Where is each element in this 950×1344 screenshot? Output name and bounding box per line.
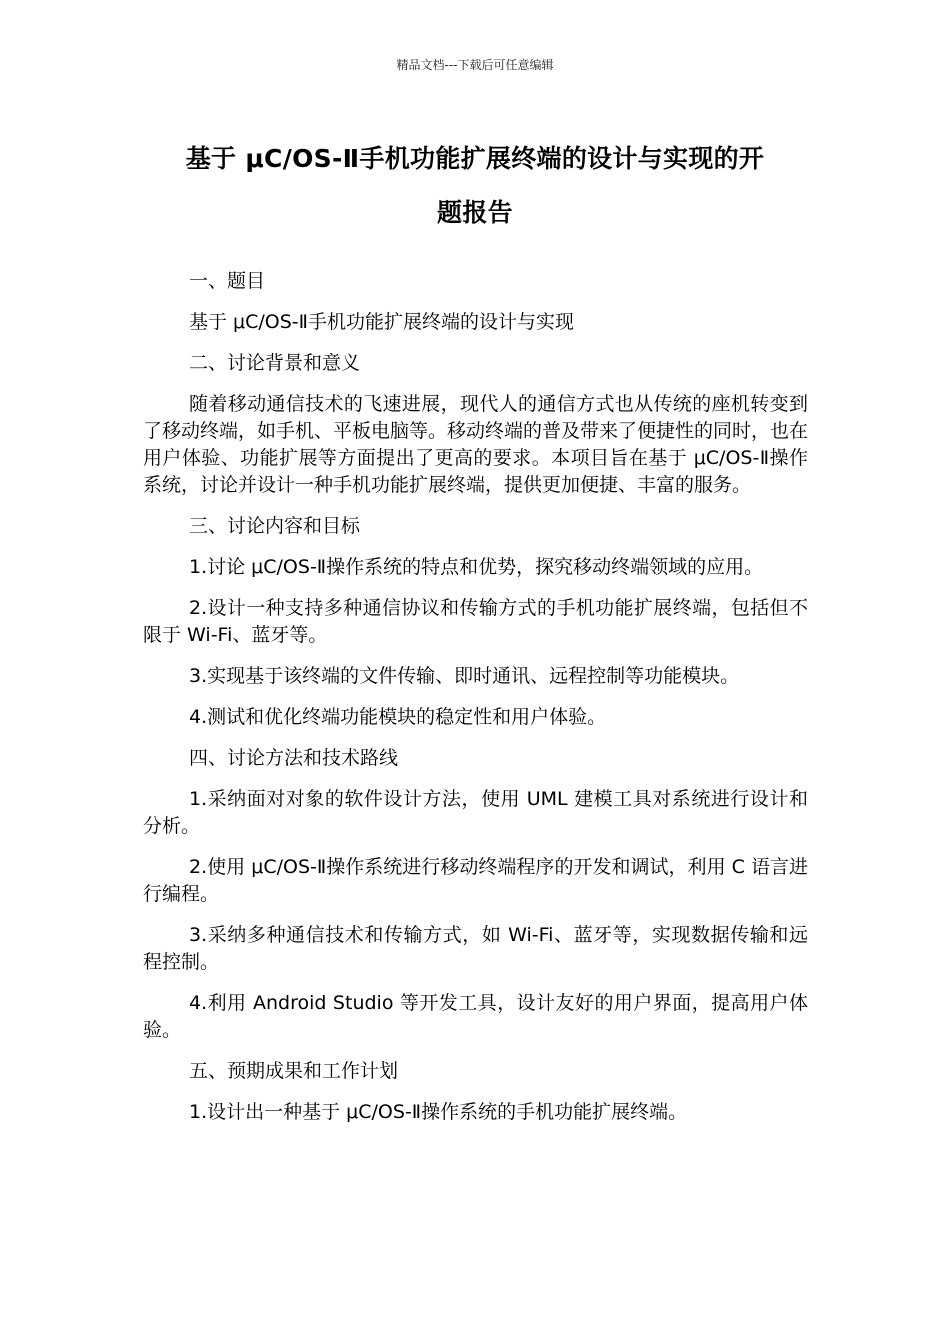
content-item-2: 2.设计一种支持多种通信协议和传输方式的手机功能扩展终端，包括但不限于 Wi-Fi、蓝牙等。 xyxy=(143,597,808,646)
section-heading-method: 四、讨论方法和技术路线 xyxy=(189,747,399,769)
background-paragraph: 随着移动通信技术的飞速进展，现代人的通信方式也从传统的座机转变到了移动终端，如手机、平板电脑等。移动终端的普及带来了便捷性的同时，也在用户体验、功能扩展等方面提出了更高的要求。本项目旨在基于 μC/OS-Ⅱ操作系统，讨论并设计一种手机功能扩展终端，提供更加便捷、丰富的服务。 xyxy=(143,393,809,496)
method-item-3: 3.采纳多种通信技术和传输方式，如 Wi-Fi、蓝牙等，实现数据传输和远程控制。 xyxy=(143,924,808,973)
section-heading-outcomes: 五、预期成果和工作计划 xyxy=(189,1060,399,1082)
section-heading-content: 三、讨论内容和目标 xyxy=(189,515,361,537)
content-item-1: 1.讨论 μC/OS-Ⅱ操作系统的特点和优势，探究移动终端领域的应用。 xyxy=(189,556,764,578)
topic-text: 基于 μC/OS-Ⅱ手机功能扩展终端的设计与实现 xyxy=(189,311,575,333)
method-item-2: 2.使用 μC/OS-Ⅱ操作系统进行移动终端程序的开发和调试，利用 C 语言进行编程。 xyxy=(143,856,808,905)
method-item-1: 1.采纳面对对象的软件设计方法，使用 UML 建模工具对系统进行设计和分析。 xyxy=(143,788,808,837)
title-line-1: 基于 μC/OS-Ⅱ手机功能扩展终端的设计与实现的开 xyxy=(185,144,765,173)
outcome-item-1: 1.设计出一种基于 μC/OS-Ⅱ操作系统的手机功能扩展终端。 xyxy=(189,1101,688,1123)
title-line-2: 题报告 xyxy=(437,198,513,227)
header-note: 精品文档---下载后可任意编辑 xyxy=(396,58,554,72)
section-heading-background: 二、讨论背景和意义 xyxy=(189,352,361,374)
section-heading-topic: 一、题目 xyxy=(189,270,266,292)
document-title xyxy=(140,132,810,240)
method-item-4: 4.利用 Android Studio 等开发工具，设计友好的用户界面，提高用户体验。 xyxy=(143,992,808,1041)
content-item-3: 3.实现基于该终端的文件传输、即时通讯、远程控制等功能模块。 xyxy=(189,665,740,687)
content-item-4: 4.测试和优化终端功能模块的稳定性和用户体验。 xyxy=(189,706,607,728)
document-body xyxy=(143,268,808,1140)
